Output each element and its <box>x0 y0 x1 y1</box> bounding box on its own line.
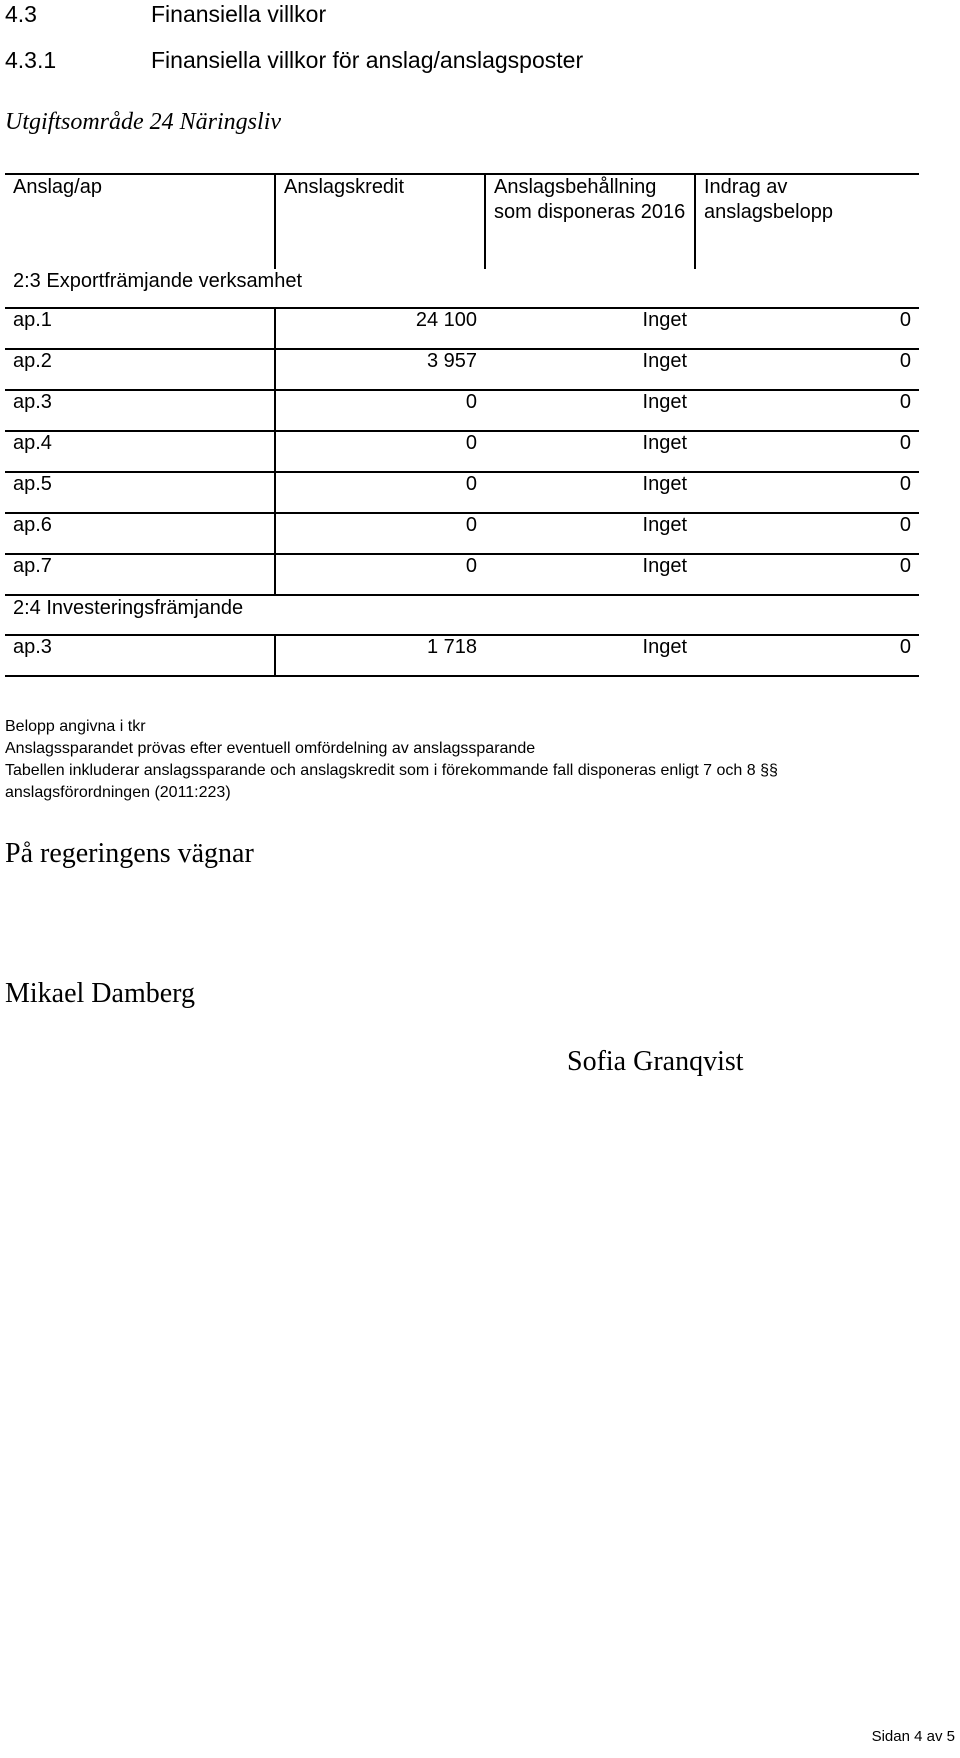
table-cell: 0 <box>275 472 485 513</box>
table-cell: Inget <box>485 472 695 513</box>
section-number: 4.3 <box>5 1 37 27</box>
column-header: Anslagsbehållning som disponeras 2016 <box>485 174 695 269</box>
signature-title: På regeringens vägnar <box>5 838 254 869</box>
table-cell: Inget <box>485 349 695 390</box>
table-cell: 24 100 <box>275 308 485 349</box>
table-cell: 0 <box>695 431 919 472</box>
table-row <box>5 554 919 595</box>
column-header: Indrag av anslagsbelopp <box>695 174 919 269</box>
group-row <box>5 595 919 635</box>
table-cell: 0 <box>275 431 485 472</box>
table-cell: 0 <box>695 308 919 349</box>
table-cell: Inget <box>485 308 695 349</box>
table-cell: 0 <box>275 554 485 595</box>
table-cell: 0 <box>695 472 919 513</box>
table-cell: 3 957 <box>275 349 485 390</box>
table-cell: ap.3 <box>5 390 275 431</box>
table-header-row <box>5 174 919 269</box>
table-cell: Inget <box>485 635 695 676</box>
table-row <box>5 472 919 513</box>
section-heading <box>5 0 705 28</box>
note-line: Belopp angivna i tkr <box>5 718 146 735</box>
group-title: 2:4 Investeringsfrämjande <box>5 595 919 635</box>
table-row <box>5 349 919 390</box>
table-row <box>5 308 919 349</box>
table-cell: ap.4 <box>5 431 275 472</box>
note-line: Anslagssparandet prövas efter eventuell omfördelning av anslagssparande <box>5 740 536 757</box>
signatory-name: Sofia Granqvist <box>567 1046 744 1077</box>
subsection-number: 4.3.1 <box>5 47 57 73</box>
table-cell: 0 <box>275 390 485 431</box>
table-row <box>5 390 919 431</box>
table-cell: ap.5 <box>5 472 275 513</box>
note-line: anslagsförordningen (2011:223) <box>5 784 231 801</box>
group-row <box>5 269 919 308</box>
expenditure-area-title: Utgiftsområde 24 Näringsliv <box>5 109 282 135</box>
note-line: Tabellen inkluderar anslagssparande och anslagskredit som i förekommande fall disponeras enligt 7 och 8 §§ <box>5 762 778 779</box>
table-cell: Inget <box>485 390 695 431</box>
column-header: Anslag/ap <box>5 174 275 269</box>
table-cell: Inget <box>485 431 695 472</box>
table-cell: ap.7 <box>5 554 275 595</box>
page-number: Sidan 4 av 5 <box>871 1728 955 1745</box>
table-notes <box>5 716 955 804</box>
table-cell: 1 718 <box>275 635 485 676</box>
table-row <box>5 431 919 472</box>
signatory-name: Mikael Damberg <box>5 978 195 1009</box>
table-row <box>5 635 919 676</box>
subsection-title: Finansiella villkor för anslag/anslagsposter <box>151 47 584 73</box>
table-cell: Inget <box>485 554 695 595</box>
budget-table <box>5 173 919 677</box>
table-cell: ap.3 <box>5 635 275 676</box>
table-cell: 0 <box>275 513 485 554</box>
subsection-heading <box>5 46 905 74</box>
table-cell: 0 <box>695 635 919 676</box>
section-title: Finansiella villkor <box>151 1 327 27</box>
table-cell: 0 <box>695 513 919 554</box>
table-cell: 0 <box>695 390 919 431</box>
group-title: 2:3 Exportfrämjande verksamhet <box>13 270 303 292</box>
table-cell: 0 <box>695 554 919 595</box>
table-row <box>5 513 919 554</box>
table-cell: Inget <box>485 513 695 554</box>
table-cell: 0 <box>695 349 919 390</box>
table-cell: ap.1 <box>5 308 275 349</box>
column-header: Anslagskredit <box>275 174 485 269</box>
table-cell: ap.6 <box>5 513 275 554</box>
table-cell: ap.2 <box>5 349 275 390</box>
